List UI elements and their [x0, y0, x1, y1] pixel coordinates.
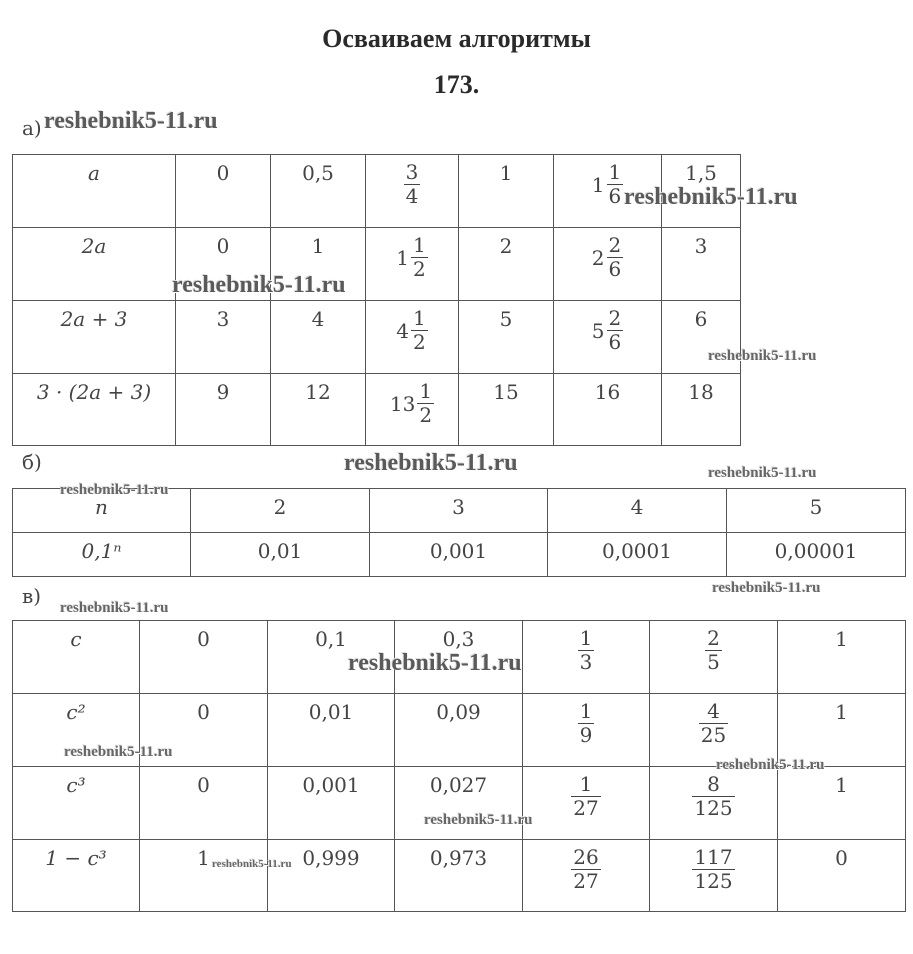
cell-value: 2	[273, 495, 287, 519]
mixed-number	[571, 773, 600, 820]
cell-value: 0,09	[436, 700, 481, 724]
cell-value: 1	[835, 773, 848, 797]
numerator: 117	[694, 845, 733, 869]
denominator: 25	[700, 723, 727, 747]
mixed-number	[390, 380, 434, 427]
row-header-cell	[13, 840, 140, 912]
numerator: 1	[419, 379, 433, 403]
mixed-number	[692, 773, 734, 820]
denominator: 9	[579, 723, 593, 747]
numerator: 2	[707, 626, 720, 650]
problem-number: 173.	[433, 70, 480, 99]
watermark: reshebnik5-11.ru	[212, 858, 292, 870]
cell-value: 0,1	[315, 627, 347, 651]
cell-value: 3	[694, 234, 708, 258]
mixed-number	[578, 627, 595, 674]
denominator: 5	[707, 650, 720, 674]
table-row	[13, 840, 906, 912]
row-header: n	[95, 495, 108, 519]
mixed-number	[592, 234, 623, 281]
watermark: reshebnik5-11.ru	[716, 757, 825, 773]
table-cell	[554, 374, 662, 446]
cell-value: 0,00001	[774, 539, 858, 563]
table-cell	[395, 694, 523, 767]
cell-value: 1	[197, 846, 210, 870]
denominator: 6	[608, 257, 622, 281]
table-cell	[523, 767, 650, 840]
watermark: reshebnik5-11.ru	[60, 600, 169, 616]
numerator: 2	[608, 306, 622, 330]
table-part-b	[12, 488, 906, 577]
watermark: reshebnik5-11.ru	[60, 482, 169, 498]
row-header-cell	[13, 767, 140, 840]
fraction	[411, 307, 428, 354]
table-cell	[370, 533, 548, 577]
table-cell	[650, 694, 778, 767]
whole-part: 1	[396, 245, 409, 270]
table-cell	[459, 228, 554, 301]
row-header: 3 · (2a + 3)	[36, 380, 152, 404]
table-cell	[176, 301, 271, 374]
part-b-label: б)	[22, 450, 42, 474]
denominator: 6	[608, 330, 622, 354]
denominator: 6	[608, 184, 622, 208]
cell-value: 0,5	[302, 161, 334, 185]
cell-value: 0	[216, 234, 230, 258]
cell-value: 0,973	[429, 846, 488, 870]
table-cell	[191, 489, 370, 533]
cell-value: 0	[197, 700, 210, 724]
numerator: 1	[413, 233, 426, 257]
page-title: Осваиваем алгоритмы	[322, 24, 591, 53]
mixed-number	[592, 307, 623, 354]
fraction	[692, 773, 734, 820]
watermark: reshebnik5-11.ru	[424, 812, 533, 828]
table-cell	[459, 301, 554, 374]
table-cell	[459, 374, 554, 446]
row-header-cell	[13, 621, 140, 694]
cell-value: 1,5	[685, 161, 717, 185]
row-header: c³	[66, 773, 86, 797]
numerator: 26	[573, 845, 599, 869]
cell-value: 12	[305, 380, 331, 404]
table-cell	[650, 767, 778, 840]
row-header: 2a + 3	[60, 307, 128, 331]
mixed-number	[705, 627, 722, 674]
table-cell	[370, 489, 548, 533]
whole-part: 4	[396, 318, 409, 343]
cell-value: 18	[688, 380, 714, 404]
row-header: c²	[66, 700, 86, 724]
table-cell	[523, 840, 650, 912]
cell-value: 3	[452, 495, 465, 519]
table-row	[13, 533, 906, 577]
row-header-cell	[13, 374, 176, 446]
table-cell	[778, 694, 906, 767]
denominator: 125	[694, 796, 733, 820]
cell-value: 2	[499, 234, 513, 258]
denominator: 27	[573, 796, 599, 820]
mixed-number	[592, 161, 623, 208]
row-header-cell	[13, 301, 176, 374]
table-cell	[523, 621, 650, 694]
numerator: 8	[707, 772, 720, 796]
watermark: reshebnik5-11.ru	[708, 348, 817, 364]
table-cell	[366, 155, 459, 228]
cell-value: 3	[216, 307, 230, 331]
cell-value: 5	[809, 495, 823, 519]
denominator: 27	[573, 869, 599, 893]
fraction	[692, 846, 734, 893]
part-a-label: а)	[22, 116, 42, 140]
table-cell	[778, 621, 906, 694]
table-cell	[778, 767, 906, 840]
table-cell	[366, 374, 459, 446]
table-cell	[662, 228, 741, 301]
cell-value: 0,01	[308, 700, 354, 724]
cell-value: 0	[835, 846, 848, 870]
table-cell	[140, 621, 268, 694]
watermark: reshebnik5-11.ru	[712, 580, 821, 596]
cell-value: 1	[311, 234, 325, 258]
table-cell	[191, 533, 370, 577]
row-header: 0,1ⁿ	[81, 539, 122, 563]
watermark: reshebnik5-11.ru	[44, 108, 218, 134]
numerator: 2	[608, 233, 622, 257]
fraction	[578, 627, 595, 674]
cell-value: 15	[493, 380, 519, 404]
table-cell	[395, 840, 523, 912]
cell-value: 4	[311, 307, 325, 331]
numerator: 1	[608, 160, 622, 184]
denominator: 4	[405, 184, 419, 208]
cell-value: 1	[835, 627, 848, 651]
table-cell	[662, 374, 741, 446]
table-cell	[268, 840, 395, 912]
mixed-number	[396, 307, 427, 354]
table-cell	[523, 694, 650, 767]
numerator: 1	[579, 772, 593, 796]
table-cell	[271, 374, 366, 446]
cell-value: 5	[499, 307, 513, 331]
fraction	[705, 627, 722, 674]
table-cell	[554, 301, 662, 374]
cell-value: 0	[216, 161, 230, 185]
cell-value: 16	[594, 380, 621, 404]
table-cell	[650, 840, 778, 912]
table-cell	[727, 533, 906, 577]
table-cell	[176, 374, 271, 446]
fraction	[699, 700, 728, 747]
table-cell	[366, 228, 459, 301]
cell-value: 0,001	[429, 539, 488, 563]
cell-value: 0	[197, 773, 210, 797]
numerator: 1	[579, 699, 593, 723]
denominator: 2	[419, 403, 433, 427]
table-cell	[140, 767, 268, 840]
part-v-label: в)	[22, 584, 42, 608]
whole-part: 1	[591, 172, 605, 197]
cell-value: 0	[197, 627, 210, 651]
table-cell	[271, 301, 366, 374]
fraction	[578, 700, 595, 747]
mixed-number	[692, 846, 734, 893]
mixed-number	[578, 700, 595, 747]
cell-value: 1	[835, 700, 848, 724]
row-header-cell	[13, 155, 176, 228]
cell-value: 0,0001	[602, 539, 672, 563]
cell-value: 0,3	[442, 627, 475, 651]
cell-value: 6	[694, 307, 708, 331]
cell-value: 1	[499, 161, 513, 185]
fraction	[571, 846, 600, 893]
denominator: 125	[694, 869, 733, 893]
numerator: 4	[707, 699, 720, 723]
whole-part: 5	[591, 318, 605, 343]
denominator: 2	[413, 330, 426, 354]
row-header: 1 − c³	[45, 846, 107, 870]
row-header: a	[88, 161, 100, 185]
table-cell	[176, 155, 271, 228]
table-cell	[778, 840, 906, 912]
table-cell	[554, 228, 662, 301]
mixed-number	[404, 161, 421, 208]
whole-part: 13	[389, 391, 416, 416]
table-cell	[140, 840, 268, 912]
watermark: reshebnik5-11.ru	[708, 465, 817, 481]
table-cell	[268, 767, 395, 840]
table-cell	[366, 301, 459, 374]
cell-value: 0,01	[257, 539, 303, 563]
mixed-number	[396, 234, 427, 281]
watermark: reshebnik5-11.ru	[344, 450, 518, 476]
watermark: reshebnik5-11.ru	[172, 272, 346, 298]
denominator: 2	[413, 257, 426, 281]
watermark: reshebnik5-11.ru	[64, 744, 173, 760]
row-header-cell	[13, 533, 191, 577]
table-cell	[650, 621, 778, 694]
fraction	[607, 234, 624, 281]
whole-part: 2	[591, 245, 605, 270]
watermark: reshebnik5-11.ru	[348, 650, 522, 676]
table-cell	[727, 489, 906, 533]
table-cell	[268, 694, 395, 767]
cell-value: 0,999	[302, 846, 360, 870]
cell-value: 0,001	[302, 773, 360, 797]
row-header-cell	[13, 228, 176, 301]
table-row	[13, 301, 741, 374]
table-cell	[548, 533, 727, 577]
row-header: c	[70, 627, 82, 651]
table-cell	[271, 155, 366, 228]
numerator: 1	[413, 306, 426, 330]
table-row	[13, 374, 741, 446]
cell-value: 0,027	[429, 773, 488, 797]
fraction	[607, 307, 624, 354]
fraction	[411, 234, 428, 281]
watermark: reshebnik5-11.ru	[624, 184, 798, 210]
table-row	[13, 228, 741, 301]
fraction	[571, 773, 600, 820]
numerator: 1	[579, 626, 593, 650]
fraction	[404, 161, 421, 208]
cell-value: 4	[630, 495, 644, 519]
cell-value: 9	[216, 380, 230, 404]
row-header: 2a	[81, 234, 107, 258]
mixed-number	[571, 846, 600, 893]
denominator: 3	[579, 650, 593, 674]
table-cell	[548, 489, 727, 533]
table-cell	[459, 155, 554, 228]
fraction	[607, 161, 624, 208]
fraction	[417, 380, 434, 427]
mixed-number	[699, 700, 728, 747]
numerator: 3	[405, 160, 419, 184]
